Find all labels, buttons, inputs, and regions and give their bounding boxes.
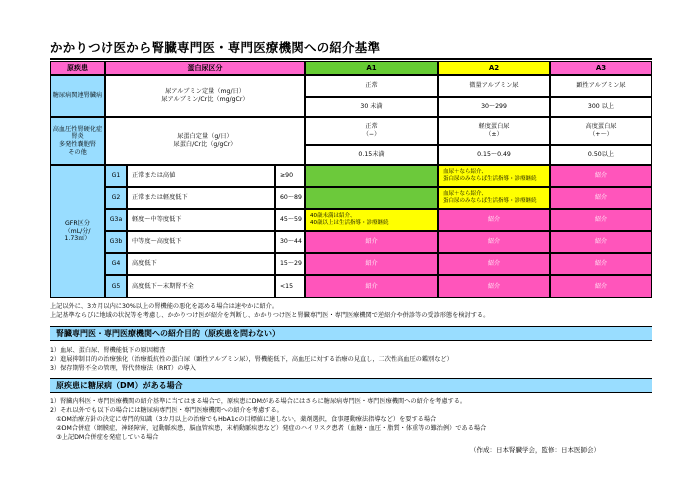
g5-range: <15 [275,275,305,298]
dm-measure: 尿アルブミン定量（mg/日） 尿アルブミン/Cr比（mg/gCr） [105,75,305,117]
other-a3-value: 0.50以上 [550,145,652,165]
other-a1-label: 正常 （−） [305,117,438,145]
other-a2-value: 0.15～0.49 [438,145,550,165]
g1-range: ≥90 [275,165,305,187]
g3b-code: G3b [105,231,127,253]
g3b-range: 30～44 [275,231,305,253]
diabetes-list [50,397,486,442]
g1-a3-cell: 紹介 [550,165,652,187]
g4-a2-cell: 紹介 [438,253,550,275]
list-item: 1）腎臓内科医・専門医療機関の紹介基準に当てはまる場合で，原疾患にDMがある場合にはさらに糖尿病専門医・専門医療機関への紹介を考慮する。 [50,398,467,405]
g5-a2-cell: 紹介 [438,275,550,298]
g2-a2-cell: 血尿＋なら紹介、 蛋白尿のみならば生活指導・診療継続 [438,187,550,209]
header-a3: A3 [550,61,652,75]
dm-a3-value: 300 以上 [550,97,652,117]
dm-disease-label: 糖尿病関連腎臓病 [50,75,105,117]
g4-range: 15～29 [275,253,305,275]
list-item: 3）保存期腎不全の管理，腎代替療法（RRT）の導入 [50,365,196,372]
g1-a1-cell [305,165,438,187]
table-notes [50,302,489,320]
source-credit: （作成：日本腎臓学会，監修：日本医師会） [470,446,600,454]
list-item: ③上記DM合併症を発症している場合 [50,434,159,441]
header-a2: A2 [438,61,550,75]
other-a3-label: 高度蛋白尿 （+〜） [550,117,652,145]
g4-a1-cell: 紹介 [305,253,438,275]
section-diabetes-heading: 原疾患に糖尿病（DM）がある場合 [50,378,652,393]
dm-a1-label: 正常 [305,75,438,97]
g4-code: G4 [105,253,127,275]
section-referral-purpose-heading: 腎臓専門医・専門医療機関への紹介目的（原疾患を問わない） [50,326,652,341]
referral-criteria-table [50,61,652,298]
other-measure: 尿蛋白定量（g/日） 尿蛋白/Cr比（g/gCr） [105,117,305,165]
other-disease-label: 高血圧性腎硬化症 腎炎 多発性嚢胞腎 その他 [50,117,105,165]
dm-a3-label: 顕性アルブミン尿 [550,75,652,97]
header-a1: A1 [305,61,438,75]
list-item: 1）血尿、蛋白尿、腎機能低下の原因精査 [50,347,166,354]
g5-a1-cell: 紹介 [305,275,438,298]
g1-desc: 正常または高値 [127,165,275,187]
g3a-a2-cell: 紹介 [438,209,550,231]
g3a-code: G3a [105,209,127,231]
other-a1-value: 0.15未満 [305,145,438,165]
g3a-desc: 軽度～中等度低下 [127,209,275,231]
g3a-a3-cell: 紹介 [550,209,652,231]
list-item: 2）それ以外でも以下の場合には糖尿病専門医・専門医療機関への紹介を考慮する。 [50,407,283,414]
g2-range: 60～89 [275,187,305,209]
g2-a3-cell: 紹介 [550,187,652,209]
g3b-a3-cell: 紹介 [550,231,652,253]
page-title: かかりつけ医から腎臓専門医・専門医療機関への紹介基準 [50,40,381,55]
list-item: ①DM治療方針の決定に専門的知識（3カ月以上の治療でもHbA1cの目標値に達しない，薬剤選択，食事運動療法指導など）を要する場合 [50,416,437,423]
g1-a2-cell: 血尿＋なら紹介、 蛋白尿のみならば生活指導・診療継続 [438,165,550,187]
dm-a2-value: 30～299 [438,97,550,117]
header-proteinuria: 蛋白尿区分 [105,61,305,75]
note-line: 上記基準ならびに地域の状況等を考慮し、かかりつけ医が紹介を判断し、かかりつけ医と腎臓専門医・専門医療機関で逆紹介や併診等の受診形態を検討する。 [50,312,490,319]
g4-desc: 高度低下 [127,253,275,275]
g3a-a1-cell: 40歳未満は紹介、 40歳以上は生活指導・診療継続 [305,209,438,231]
g2-code: G2 [105,187,127,209]
note-line: 上記以外に、3カ月以内に30%以上の腎機能の悪化を認める場合は速やかに紹介。 [50,303,279,310]
g3b-desc: 中等度～高度低下 [127,231,275,253]
list-item: ②DM合併症（網膜症，神経障害，冠動脈疾患，脳血管疾患，末梢動脈疾患など）発症のハイリスク患者（血糖・血圧・脂質・体重等の難治例）である場合 [50,425,487,432]
g1-code: G1 [105,165,127,187]
g2-a1-cell [305,187,438,209]
g5-a3-cell: 紹介 [550,275,652,298]
dm-a1-value: 30 未満 [305,97,438,117]
g4-a3-cell: 紹介 [550,253,652,275]
g2-desc: 正常または軽度低下 [127,187,275,209]
g3b-a2-cell: 紹介 [438,231,550,253]
g5-code: G5 [105,275,127,298]
g3a-range: 45～59 [275,209,305,231]
g5-desc: 高度低下～末期腎不全 [127,275,275,298]
gfr-label: GFR区分 （mL/分/ 1.73㎡） [50,165,105,298]
list-item: 2）進展抑制目的の治療強化（治療抵抗性の蛋白尿（顕性アルブミン尿），腎機能低下，高血圧に対する治療の見直し，二次性高血圧の鑑別など） [50,356,453,363]
other-a2-label: 軽度蛋白尿 （±） [438,117,550,145]
referral-purpose-list [50,346,453,373]
header-disease: 原疾患 [50,61,105,75]
dm-a2-label: 微量アルブミン尿 [438,75,550,97]
title-rule [50,58,652,60]
g3b-a1-cell: 紹介 [305,231,438,253]
